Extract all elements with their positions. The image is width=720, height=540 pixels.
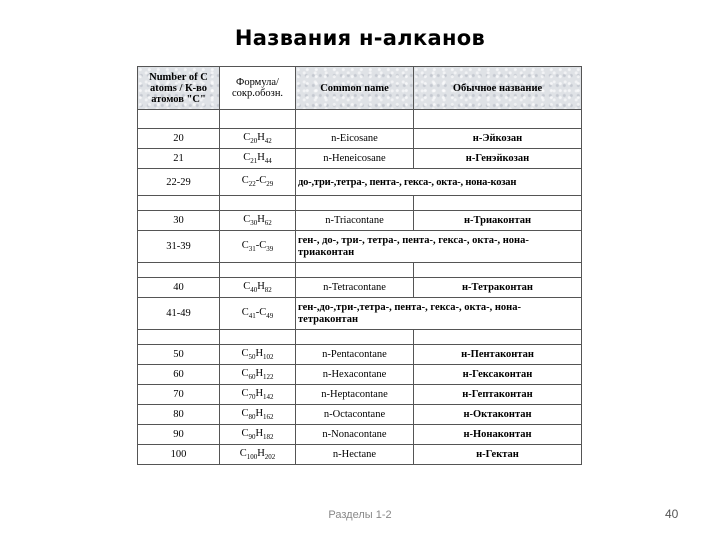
ru-name-cell: н-Эйкозан bbox=[414, 129, 582, 149]
table-row bbox=[138, 405, 582, 425]
slide-title: Названия н-алканов bbox=[234, 26, 486, 50]
spacer-row bbox=[138, 330, 582, 345]
ru-name-cell: н-Пентаконтан bbox=[414, 345, 582, 365]
atoms-cell: 50 bbox=[138, 345, 220, 365]
common-name-cell: n-Octacontane bbox=[296, 405, 414, 425]
formula-cell: $C_{100}H_{202}$ bbox=[220, 445, 296, 465]
ru-name-cell: н-Гептаконтан bbox=[414, 385, 582, 405]
common-name-cell: n-Nonacontane bbox=[296, 425, 414, 445]
atoms-cell: 20 bbox=[138, 129, 220, 149]
formula-cell: $C_{50}H_{102}$ bbox=[220, 345, 296, 365]
header-ru-name: Обычное название bbox=[414, 67, 582, 110]
table-row bbox=[138, 385, 582, 405]
combined-name-cell: ген-, до-, три-, тетра-, пента-, гекса-, окта-, нона-триаконтан bbox=[296, 231, 582, 263]
formula-cell: $C_{20}H_{42}$ bbox=[220, 129, 296, 149]
table-row bbox=[138, 149, 582, 169]
ru-name-cell: н-Гексаконтан bbox=[414, 365, 582, 385]
formula-cell: $C_{41}-C_{49}$ bbox=[220, 298, 296, 330]
common-name-cell: n-Heneicosane bbox=[296, 149, 414, 169]
formula-cell: $C_{40}H_{82}$ bbox=[220, 278, 296, 298]
header-row bbox=[138, 67, 582, 110]
atoms-cell: 22-29 bbox=[138, 169, 220, 196]
table-row bbox=[138, 231, 582, 263]
common-name-cell: n-Heptacontane bbox=[296, 385, 414, 405]
formula-cell: $C_{60}H_{122}$ bbox=[220, 365, 296, 385]
table-row bbox=[138, 365, 582, 385]
ru-name-cell: н-Октаконтан bbox=[414, 405, 582, 425]
formula-cell: $C_{31}-C_{39}$ bbox=[220, 231, 296, 263]
ru-name-cell: н-Гектан bbox=[414, 445, 582, 465]
common-name-cell: n-Pentacontane bbox=[296, 345, 414, 365]
common-name-cell: n-Hectane bbox=[296, 445, 414, 465]
table-row bbox=[138, 298, 582, 330]
atoms-cell: 41-49 bbox=[138, 298, 220, 330]
atoms-cell: 60 bbox=[138, 365, 220, 385]
combined-name-cell: до-,три-,тетра-, пента-, гекса-, окта-, нона-козан bbox=[296, 169, 582, 196]
atoms-cell: 80 bbox=[138, 405, 220, 425]
ru-name-cell: н-Нонаконтан bbox=[414, 425, 582, 445]
common-name-cell: n-Hexacontane bbox=[296, 365, 414, 385]
atoms-cell: 31-39 bbox=[138, 231, 220, 263]
ru-name-cell: н-Триаконтан bbox=[414, 211, 582, 231]
spacer-row bbox=[138, 263, 582, 278]
atoms-cell: 100 bbox=[138, 445, 220, 465]
alkanes-table bbox=[137, 66, 582, 465]
formula-cell: $C_{80}H_{162}$ bbox=[220, 405, 296, 425]
table-row bbox=[138, 129, 582, 149]
atoms-cell: 30 bbox=[138, 211, 220, 231]
atoms-cell: 70 bbox=[138, 385, 220, 405]
formula-cell: $C_{21}H_{44}$ bbox=[220, 149, 296, 169]
table-row bbox=[138, 278, 582, 298]
table-row bbox=[138, 445, 582, 465]
page-number: 40 bbox=[665, 507, 679, 521]
formula-cell: $C_{30}H_{62}$ bbox=[220, 211, 296, 231]
formula-cell: $C_{22}-C_{29}$ bbox=[220, 169, 296, 196]
table-row bbox=[138, 425, 582, 445]
header-common-name: Common name bbox=[296, 67, 414, 110]
slide-footer: Разделы 1-2 bbox=[328, 509, 392, 521]
table-row bbox=[138, 211, 582, 231]
ru-name-cell: н-Генэйкозан bbox=[414, 149, 582, 169]
table-row bbox=[138, 345, 582, 365]
spacer-row bbox=[138, 110, 582, 129]
ru-name-cell: н-Тетраконтан bbox=[414, 278, 582, 298]
table-row bbox=[138, 169, 582, 196]
formula-cell: $C_{70}H_{142}$ bbox=[220, 385, 296, 405]
common-name-cell: n-Tetracontane bbox=[296, 278, 414, 298]
header-atoms: Number of C atoms / К-во атомов "C" bbox=[138, 67, 220, 110]
spacer-row bbox=[138, 196, 582, 211]
atoms-cell: 40 bbox=[138, 278, 220, 298]
combined-name-cell: ген-,до-,три-,тетра-, пента-, гекса-, окта-, нона-тетраконтан bbox=[296, 298, 582, 330]
formula-cell: $C_{90}H_{182}$ bbox=[220, 425, 296, 445]
header-formula: Формула/ сокр.обозн. bbox=[220, 67, 296, 110]
atoms-cell: 90 bbox=[138, 425, 220, 445]
atoms-cell: 21 bbox=[138, 149, 220, 169]
common-name-cell: n-Triacontane bbox=[296, 211, 414, 231]
common-name-cell: n-Eicosane bbox=[296, 129, 414, 149]
